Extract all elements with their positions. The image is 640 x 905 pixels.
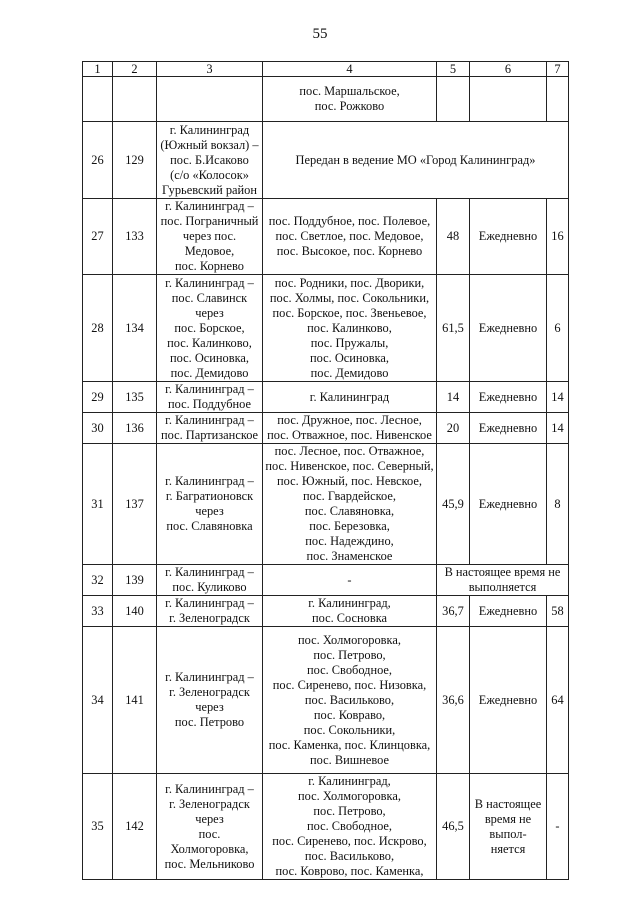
row-number: 30 — [83, 413, 113, 444]
row-number: 28 — [83, 275, 113, 382]
row-number: 35 — [83, 774, 113, 880]
column-header: 7 — [547, 62, 569, 77]
row-note: В настоящее время не выполняется — [437, 565, 569, 596]
table-row-continuation — [83, 77, 569, 122]
route-name: г. Калининград – г. Зеленоградск через пос. Холмогоровка, пос. Мельниково — [157, 774, 263, 880]
schedule-cell: Ежедневно — [470, 413, 547, 444]
stops-cell: г. Калининград, пос. Холмогоровка, пос. Петрово, пос. Свободное, пос. Сиренево, пос. Искрово, пос. Васильково, пос. Коврово, пос. Каменка, — [263, 774, 437, 880]
trips-cell: 14 — [547, 413, 569, 444]
trips-cell: 64 — [547, 627, 569, 774]
row-number: 33 — [83, 596, 113, 627]
route-name: г. Калининград – пос. Пограничный через пос. Медовое, пос. Корнево — [157, 199, 263, 275]
header-row — [83, 62, 569, 77]
route-number: 133 — [113, 199, 157, 275]
stops-cell: пос. Поддубное, пос. Полевое, пос. Светлое, пос. Медовое, пос. Высокое, пос. Корнево — [263, 199, 437, 275]
row-number: 26 — [83, 122, 113, 199]
stops-cell: г. Калининград, пос. Сосновка — [263, 596, 437, 627]
schedule-cell: Ежедневно — [470, 199, 547, 275]
stops-cell: г. Калининград — [263, 382, 437, 413]
route-name: г. Калининград – пос. Куликово — [157, 565, 263, 596]
table-row — [83, 199, 569, 275]
route-name: г. Калининград (Южный вокзал) – пос. Б.Исаково (с/о «Колосок» Гурьевский район — [157, 122, 263, 199]
schedule-cell: Ежедневно — [470, 444, 547, 565]
route-number: 129 — [113, 122, 157, 199]
route-name: г. Калининград – пос. Славинск через пос. Борское, пос. Калинково, пос. Осиновка, пос. Демидово — [157, 275, 263, 382]
route-name: г. Калининград – г. Багратионовск через пос. Славяновка — [157, 444, 263, 565]
page-number: 55 — [312, 26, 328, 42]
column-header: 1 — [83, 62, 113, 77]
route-name: г. Калининград – г. Зеленоградск — [157, 596, 263, 627]
route-name: г. Калининград – г. Зеленоградск через пос. Петрово — [157, 627, 263, 774]
table-row — [83, 275, 569, 382]
row-number: 29 — [83, 382, 113, 413]
schedule-cell: Ежедневно — [470, 596, 547, 627]
length-cell: 61,5 — [437, 275, 470, 382]
length-cell: 48 — [437, 199, 470, 275]
stops-cell: пос. Родники, пос. Дворики, пос. Холмы, пос. Сокольники, пос. Борское, пос. Звеньевое, пос. Калинково, пос. Пружалы, пос. Осиновка, пос. Демидово — [263, 275, 437, 382]
table-row — [83, 413, 569, 444]
table-row — [83, 444, 569, 565]
column-header: 4 — [263, 62, 437, 77]
row-number: 27 — [83, 199, 113, 275]
route-name: г. Калининград – пос. Поддубное — [157, 382, 263, 413]
route-number: 135 — [113, 382, 157, 413]
length-cell: 45,9 — [437, 444, 470, 565]
column-header: 5 — [437, 62, 470, 77]
route-number: 142 — [113, 774, 157, 880]
route-number: 141 — [113, 627, 157, 774]
row-note: Передан в ведение МО «Город Калининград» — [263, 122, 569, 199]
trips-cell: 8 — [547, 444, 569, 565]
stops-cell: пос. Дружное, пос. Лесное, пос. Отважное, пос. Нивенское — [263, 413, 437, 444]
length-cell: 14 — [437, 382, 470, 413]
schedule-cell: Ежедневно — [470, 275, 547, 382]
schedule-cell: Ежедневно — [470, 627, 547, 774]
table-row — [83, 774, 569, 880]
stops-cell: пос. Лесное, пос. Отважное, пос. Нивенское, пос. Северный, пос. Южный, пос. Невское, пос. Гвардейское, пос. Славяновка, пос. Березовка, пос. Надеждино, пос. Знаменское — [263, 444, 437, 565]
column-header: 6 — [470, 62, 547, 77]
table-row — [83, 565, 569, 596]
column-header: 2 — [113, 62, 157, 77]
route-number: 140 — [113, 596, 157, 627]
length-cell: 36,7 — [437, 596, 470, 627]
length-cell: 36,6 — [437, 627, 470, 774]
row-number: 34 — [83, 627, 113, 774]
length-cell: 46,5 — [437, 774, 470, 880]
row-number: 32 — [83, 565, 113, 596]
trips-cell: 14 — [547, 382, 569, 413]
table-row — [83, 382, 569, 413]
row-number: 31 — [83, 444, 113, 565]
length-cell: 20 — [437, 413, 470, 444]
route-number: 139 — [113, 565, 157, 596]
route-name: г. Калининград – пос. Партизанское — [157, 413, 263, 444]
trips-cell: 16 — [547, 199, 569, 275]
route-number: 136 — [113, 413, 157, 444]
schedule-cell: В настоящее время не выпол- няется — [470, 774, 547, 880]
trips-cell: 58 — [547, 596, 569, 627]
stops-cell: пос. Маршальское, пос. Рожково — [263, 77, 437, 122]
table-row — [83, 596, 569, 627]
stops-cell: - — [263, 565, 437, 596]
bus-routes-table — [82, 61, 569, 880]
column-header: 3 — [157, 62, 263, 77]
trips-cell: 6 — [547, 275, 569, 382]
trips-cell: - — [547, 774, 569, 880]
route-number: 134 — [113, 275, 157, 382]
route-number: 137 — [113, 444, 157, 565]
stops-cell: пос. Холмогоровка, пос. Петрово, пос. Свободное, пос. Сиренево, пос. Низовка, пос. Васильково, пос. Ковраво, пос. Сокольники, пос. Каменка, пос. Клинцовка, пос. Вишневое — [263, 627, 437, 774]
schedule-cell: Ежедневно — [470, 382, 547, 413]
table-row — [83, 627, 569, 774]
table-row — [83, 122, 569, 199]
